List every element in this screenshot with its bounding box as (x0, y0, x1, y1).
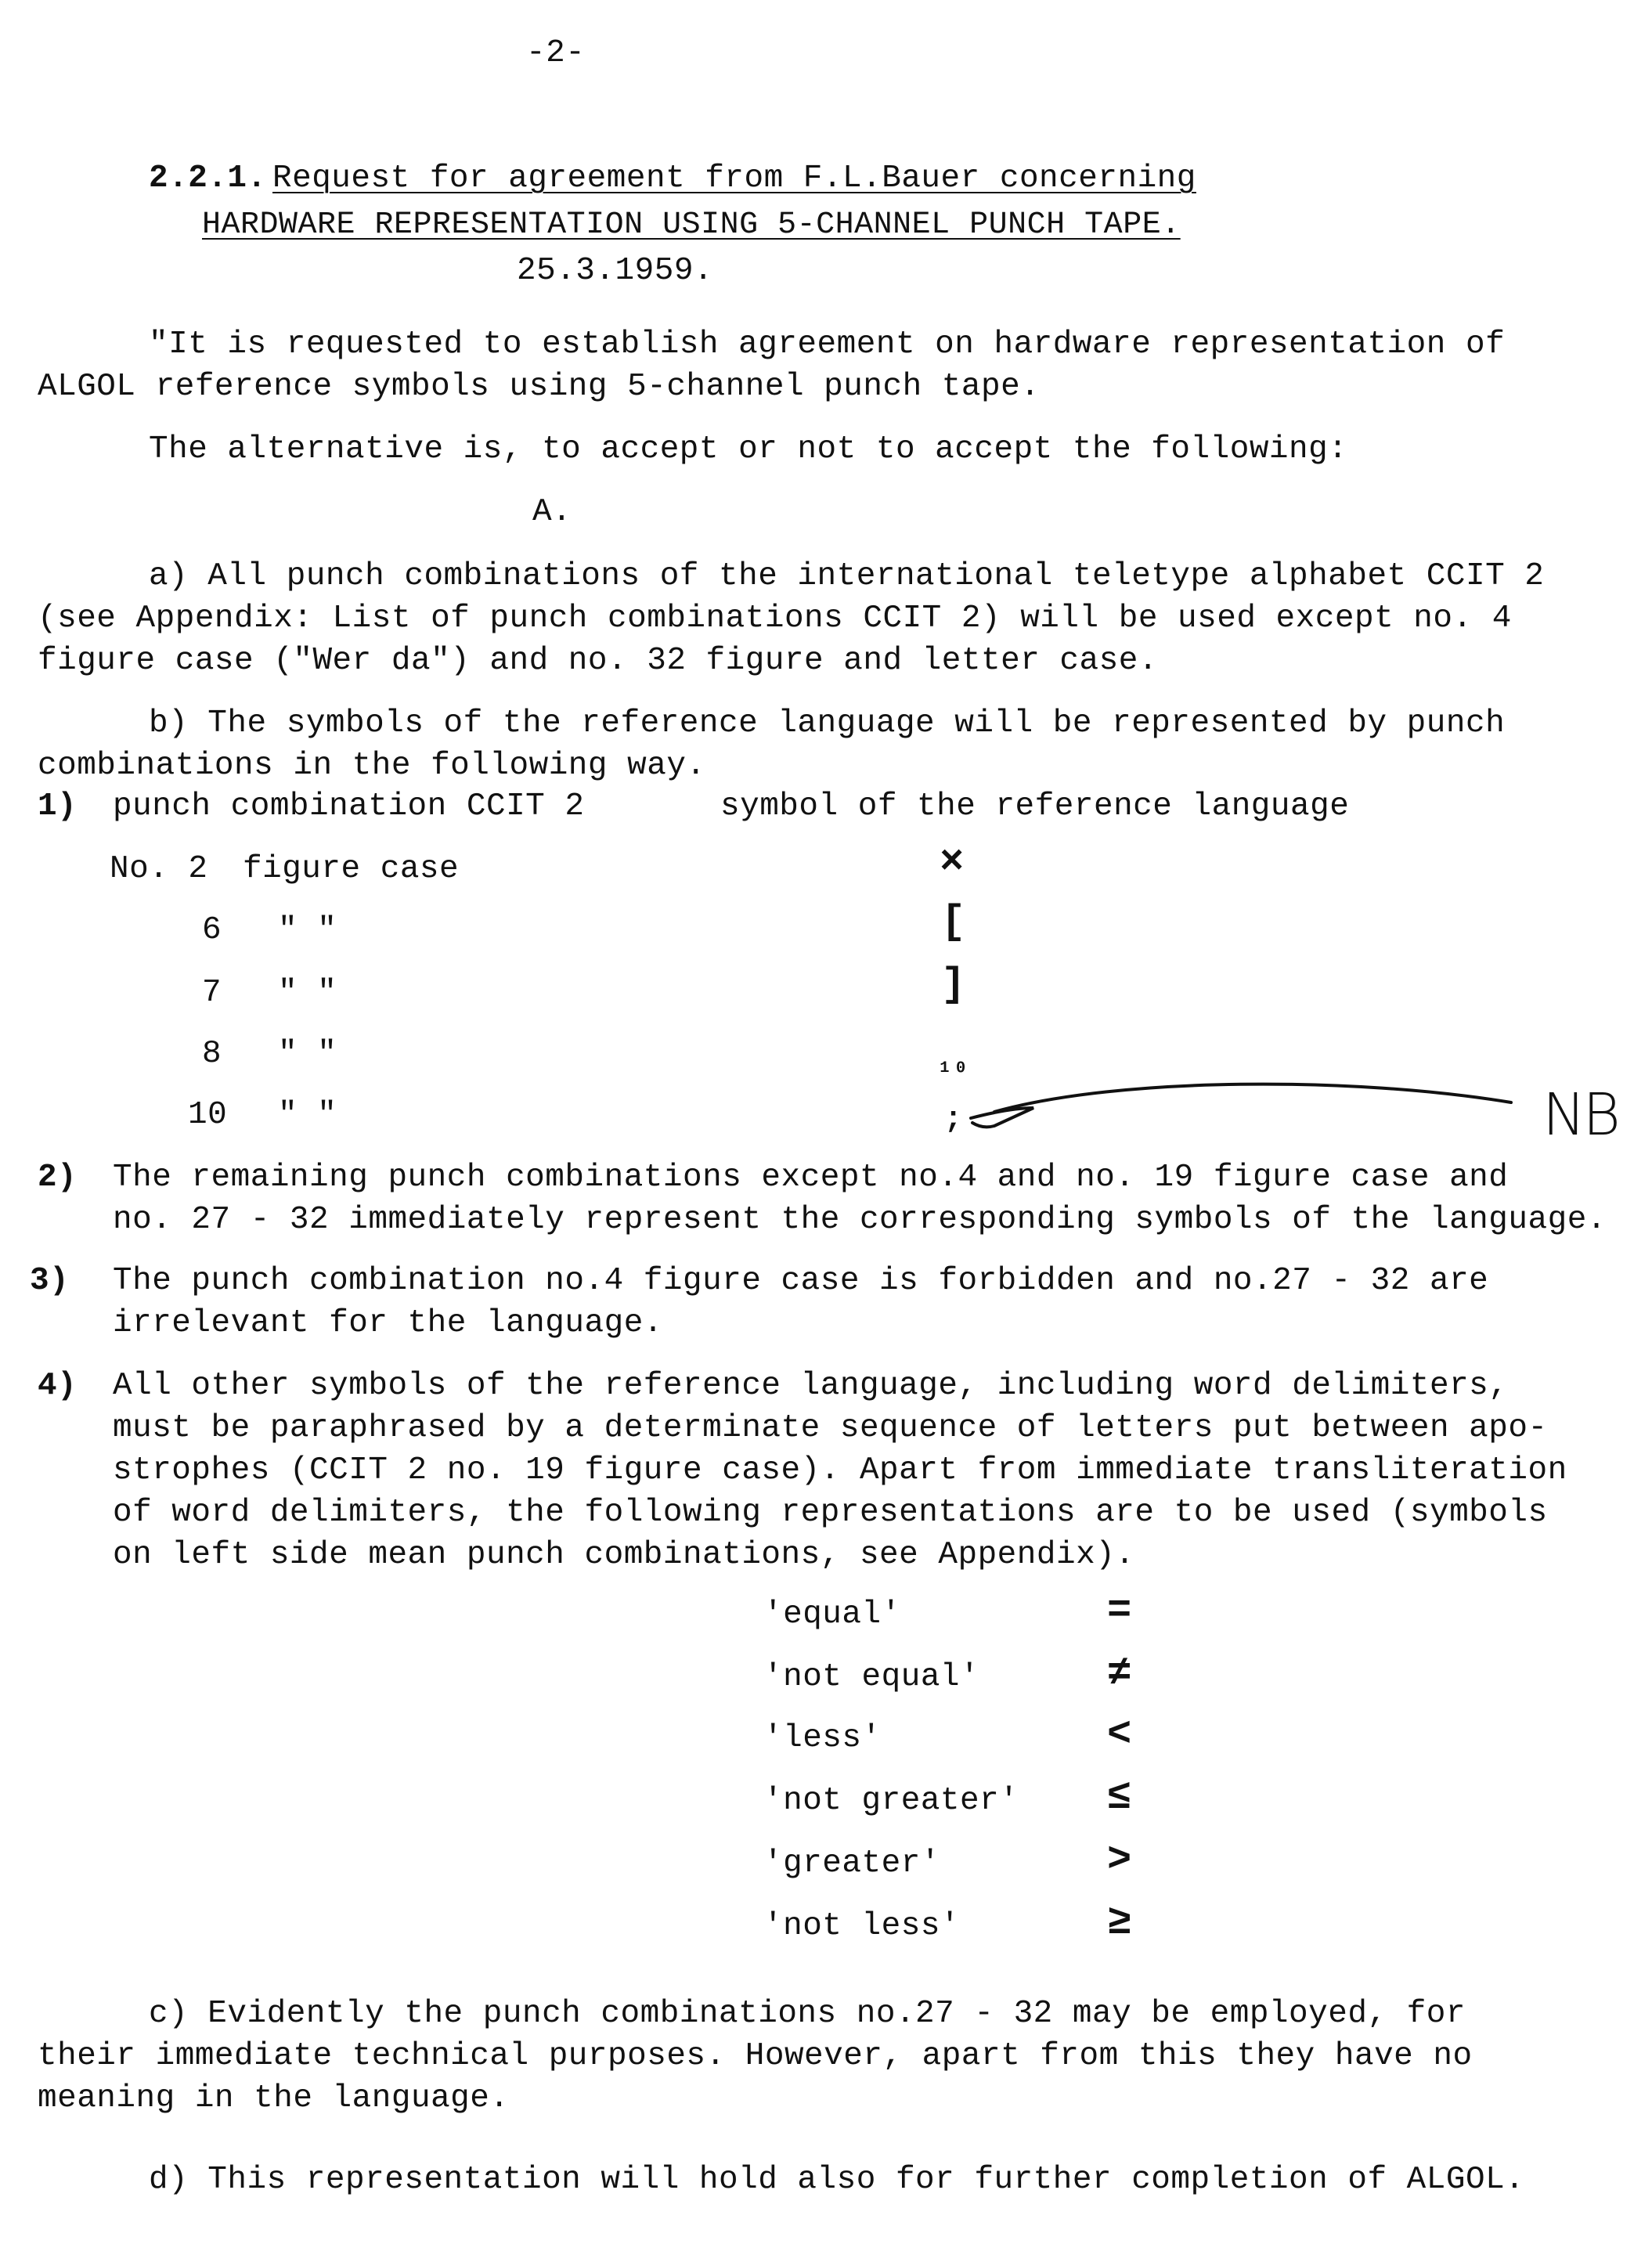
item-4-number: 4) (38, 1368, 78, 1404)
item-4-line-5: on left side mean punch combinations, see Appendix). (113, 1537, 1135, 1573)
rep-table-symbol-0: = (1107, 1588, 1132, 1634)
item-1-row-3-no: 8 (202, 1036, 222, 1072)
para-b-line-1: b) The symbols of the reference language will be represented by punch (149, 705, 1506, 741)
item-4-line-4: of word delimiters, the following representations are to be used (symbols (113, 1495, 1548, 1531)
para-c-line-1: c) Evidently the punch combinations no.27 - 32 may be employed, for (149, 1996, 1466, 2032)
item-1-row-3-symbol: ₁₀ (936, 1048, 969, 1078)
nb-arrow (963, 1065, 1527, 1151)
item-4-line-1: All other symbols of the reference language, including word delimiters, (113, 1368, 1509, 1404)
item-2-line-1: The remaining punch combinations except no.4 and no. 19 figure case and (113, 1160, 1509, 1196)
rep-table-word-1: 'not equal' (763, 1659, 980, 1695)
nb-annotation: NB (1542, 1081, 1618, 1149)
item-2-number: 2) (38, 1160, 78, 1196)
rep-table-word-3: 'not greater' (763, 1783, 1019, 1819)
para-a-line-1: a) All punch combinations of the international teletype alphabet CCIT 2 (149, 558, 1545, 594)
rep-table-word-0: 'equal' (763, 1597, 901, 1633)
para-a-line-3: figure case ("Wer da") and no. 32 figure and letter case. (38, 643, 1158, 679)
item-1-row-2-symbol: ] (941, 962, 966, 1008)
item-1-col1-header: punch combination CCIT 2 (113, 788, 585, 824)
item-3-number: 3) (30, 1263, 70, 1299)
intro-alternative: The alternative is, to accept or not to accept the following: (149, 431, 1348, 467)
rep-table-symbol-3: ≤ (1107, 1774, 1132, 1820)
rep-table-word-5: 'not less' (763, 1908, 961, 1944)
para-c-line-3: meaning in the language. (38, 2080, 510, 2116)
item-3-line-2: irrelevant for the language. (113, 1305, 663, 1341)
heading-subtitle: HARDWARE REPRESENTATION USING 5-CHANNEL PUNCH TAPE. (202, 207, 1181, 243)
rep-table-symbol-4: > (1107, 1837, 1132, 1883)
item-1-row-4-case: " " (278, 1097, 337, 1133)
item-1-row-4-no: 10 (188, 1097, 228, 1133)
rep-table-word-4: 'greater' (763, 1845, 940, 1882)
item-2-line-2: no. 27 - 32 immediately represent the corresponding symbols of the language. (113, 1202, 1607, 1238)
item-1-row-3-case: " " (278, 1036, 337, 1072)
rep-table-symbol-5: ≥ (1107, 1900, 1132, 1946)
item-1-row-0-no: No. 2 (110, 851, 208, 887)
heading-title: Request for agreement from F.L.Bauer concerning (272, 161, 1196, 197)
item-1-row-4-symbol: ; (944, 1102, 963, 1136)
item-3-line-1: The punch combination no.4 figure case is forbidden and no.27 - 32 are (113, 1263, 1489, 1299)
item-1-row-2-no: 7 (202, 975, 222, 1011)
item-1-row-2-case: " " (278, 975, 337, 1011)
heading-number: 2.2.1. (149, 161, 267, 197)
item-1-row-1-no: 6 (202, 912, 222, 948)
item-4-line-3: strophes (CCIT 2 no. 19 figure case). Apart from immediate transliteration (113, 1452, 1567, 1488)
para-d-line-1: d) This representation will hold also for further completion of ALGOL. (149, 2162, 1525, 2198)
item-4-line-2: must be paraphrased by a determinate sequence of letters put between apo- (113, 1410, 1548, 1446)
heading-date: 25.3.1959. (517, 253, 714, 289)
section-a-label: A. (532, 494, 572, 530)
item-1-row-0-symbol: × (940, 839, 965, 886)
rep-table-word-2: 'less' (763, 1720, 882, 1756)
item-1-row-1-case: " " (278, 912, 337, 948)
rep-table-symbol-1: ≠ (1107, 1651, 1132, 1697)
intro-line-1: "It is requested to establish agreement on hardware representation of (149, 327, 1506, 363)
item-1-row-1-symbol: [ (941, 899, 966, 945)
item-1-row-0-case: figure case (243, 851, 460, 887)
para-c-line-2: their immediate technical purposes. However, apart from this they have no (38, 2038, 1473, 2074)
para-b-line-2: combinations in the following way. (38, 748, 706, 784)
page-number: -2- (526, 35, 586, 71)
item-1-col2-header: symbol of the reference language (720, 788, 1350, 824)
intro-line-2: ALGOL reference symbols using 5-channel punch tape. (38, 369, 1041, 405)
rep-table-symbol-2: < (1107, 1712, 1132, 1758)
item-1-number: 1) (38, 788, 78, 824)
para-a-line-2: (see Appendix: List of punch combinations CCIT 2) will be used except no. 4 (38, 601, 1512, 637)
